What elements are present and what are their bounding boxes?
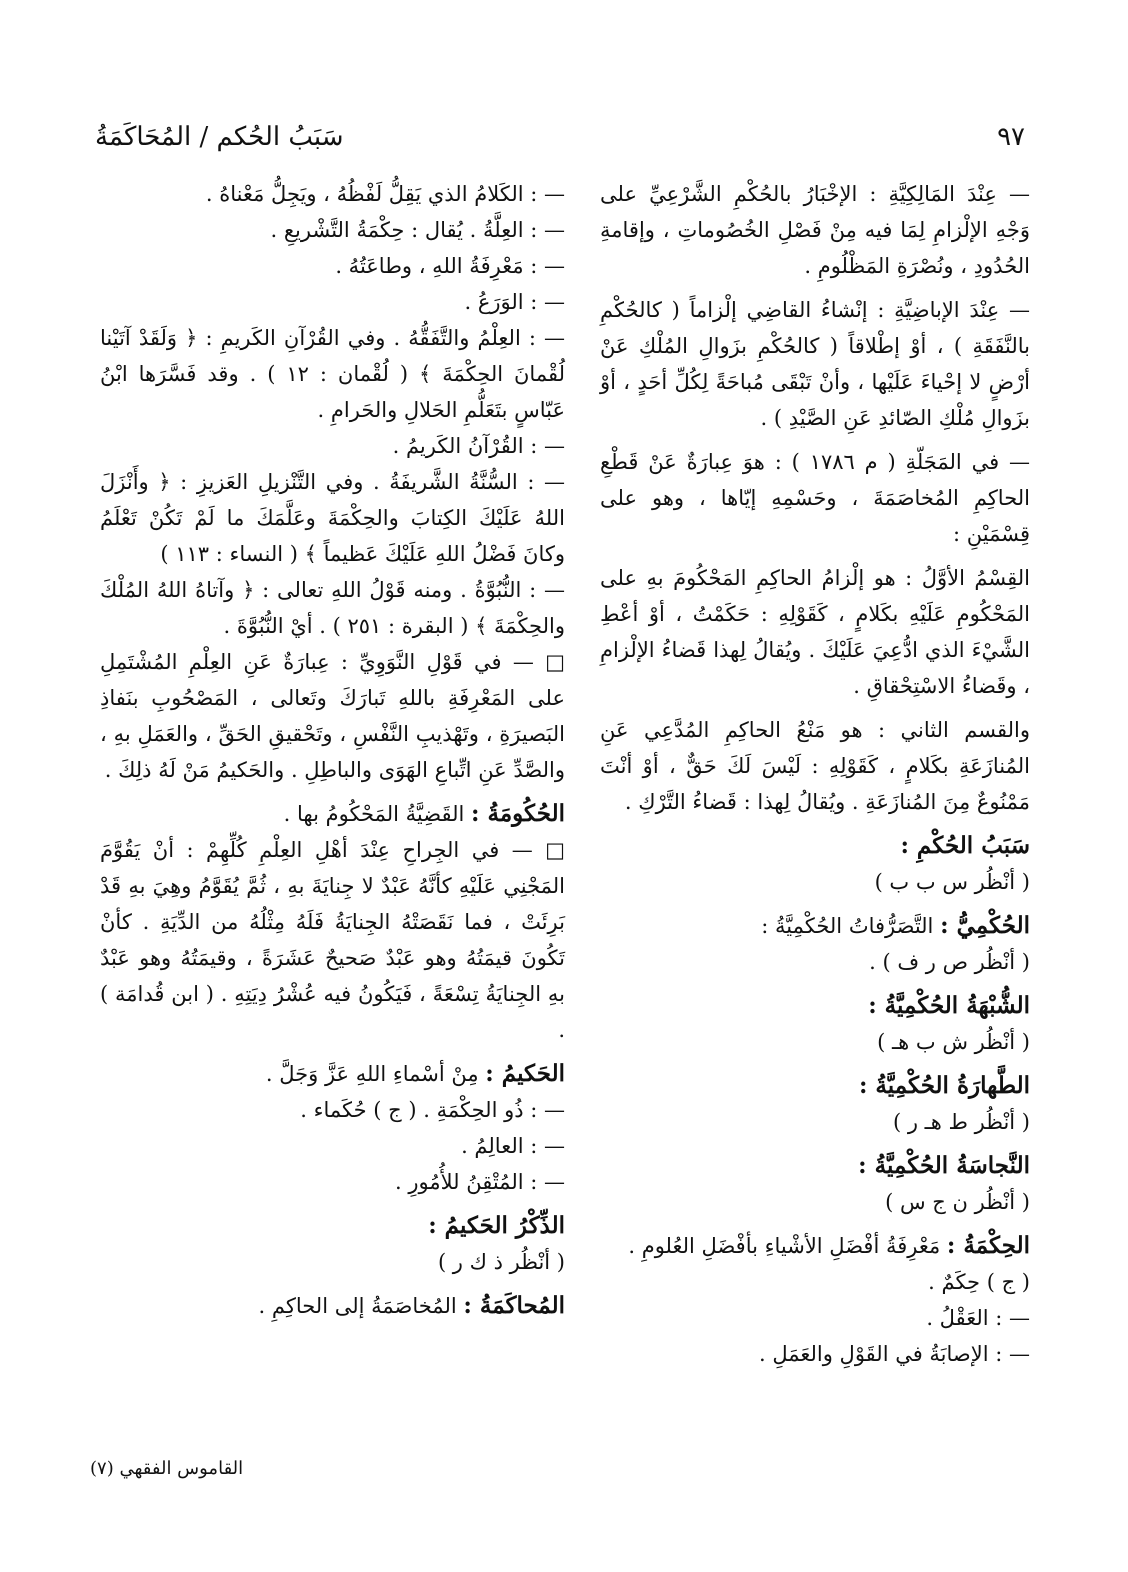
cross-reference: ( أنْظُر ن ج س )	[885, 1190, 1030, 1214]
entry-al-hakim	[100, 1056, 565, 1200]
sense-jirah: □ — في الجِراحِ عِنْدَ أهْلِ العِلْمِ كُلِّهِمْ : أنْ يَقُوَّمَ المَجْنِي عَلَيْهِ كأنَّهُ عَبْدٌ لا جِنايَةَ بهِ ، ثُمَّ يُقَوَّمُ وهِيَ بهِ قَدْ بَرِئَتْ ، فما نَقَصَتْهُ الجِنايَةُ فَلَهُ مِثْلُهُ من الدِّيَةِ . كأنْ تَكُونَ قيمَتُهُ وهو عَبْدٌ صَحيحٌ عَشَرَةً ، وقيمَتُهُ وهو عَبْدٌ بهِ الجِنايَةُ تِسْعَةً ، فَيَكُونُ فيه عُشْرُ دِيَتِهِ . ( ابن قُدامَة ) .	[100, 838, 565, 1042]
page-number: ٩٧	[997, 122, 1025, 152]
paragraph-ibadiyya: — عِنْدَ الإباضِيَّةِ : إنْشاءُ القاضِي إلْزاماً ( كالحُكْمِ بالنَّفَقَةِ ) ، أوْ إطْلاقاً ( كالحُكْمِ بزَوالِ المُلْكِ عَنْ أرْضٍ لا إحْياءَ عَلَيْها ، وأنْ تَبْقَى مُباحَةً لِكُلِّ أحَدٍ ، أوْ بزَوالِ مُلْكِ الصّائدِ عَنِ الصَّيْدِ ) .	[600, 298, 1030, 430]
cross-reference: ( أنْظُر ط هـ ر )	[892, 1110, 1030, 1134]
paragraph-second-section: والقسم الثاني : هو مَنْعُ الحاكِمِ المُدَّعِي عَنِ المُنازَعَةِ بكَلامٍ ، كَقَوْلِهِ : لَيْسَ لَكَ حَقٌّ ، أوْ أنْتَ مَمْنُوعٌ مِنَ المُنازَعَةِ . ويُقالُ لِهذا : قَضاءُ التَّرْكِ .	[600, 718, 1030, 814]
paragraph-majalla: — في المَجَلّةِ ( م ١٧٨٦ ) : هوَ عِبارَةٌ عَنْ قَطْعِ الحاكِمِ المُخاصَمَةَ ، وحَسْمِهِ إيّاها ، وهو على قِسْمَيْنِ :	[600, 450, 1030, 546]
entry-al-hikma	[600, 1228, 1030, 1372]
definition: المُخاصَمَةُ إلى الحاكِمِ .	[258, 1294, 457, 1318]
page-header	[95, 112, 1025, 162]
sense: — : الإصابَةُ في القَوْلِ والعَمَلِ .	[758, 1342, 1030, 1366]
entry-al-hukmi	[600, 908, 1030, 980]
entry-al-najasa-al-hukmiyya	[600, 1148, 1030, 1220]
sense: — : القُرْآنُ الكَريمُ .	[392, 434, 565, 458]
entry-al-dhikr-al-hakim	[100, 1208, 565, 1280]
sense: — : العِلْمُ والتَّفَقُّهُ . وفي القُرْآنِ الكَريمِ : ﴿ وَلَقَدْ آتَيْنا لُقْمانَ الحِكْمَةَ ﴾ ( لُقْمان : ١٢ ) . وقد فَسَّرَها ابْنُ عَبّاسٍ بتَعَلُّمِ الحَلالِ والحَرامِ .	[100, 326, 565, 422]
cross-reference: ( أنْظُر ش ب هـ )	[877, 1030, 1030, 1054]
entry-sabab-al-hukm	[600, 828, 1030, 900]
entry-al-hukuma	[100, 796, 565, 1048]
headword: النَّجاسَةُ الحُكْمِيَّةُ :	[858, 1152, 1030, 1179]
right-column	[600, 176, 1030, 1380]
definition: مَعْرِفَةُ أفْضَلِ الأشْياءِ بأفْضَلِ العُلومِ .	[628, 1234, 941, 1258]
sense: — : العَقْلُ .	[926, 1306, 1030, 1330]
cross-reference: ( أنْظُر س ب ب )	[874, 870, 1030, 894]
headword: الحِكْمَةُ :	[946, 1232, 1030, 1259]
entry-al-shubha-al-hukmiyya	[600, 988, 1030, 1060]
left-column	[100, 176, 565, 1332]
headword: سَبَبُ الحُكْمِ :	[900, 832, 1030, 859]
headword: الذِّكْرُ الحَكيمُ :	[428, 1212, 565, 1239]
entry-al-muhakama	[100, 1288, 565, 1324]
running-title: سَبَبُ الحُكم / المُحَاكَمَةُ	[95, 122, 344, 152]
sense: — : المُتْقِنُ للأُمُورِ .	[395, 1170, 565, 1194]
headword: المُحاكَمَةُ :	[463, 1292, 565, 1319]
sense: — : العالِمُ .	[461, 1134, 565, 1158]
sense: — : السُّنَّةُ الشَّريفَةُ . وفي التَّنْزيلِ العَزيزِ : ﴿ وأَنْزَلَ اللهُ عَلَيْكَ الكِتابَ والحِكْمَةَ وعَلَّمَكَ ما لَمْ تَكُنْ تَعْلَمُ وكانَ فَضْلُ اللهِ عَلَيْكَ عَظيماً ﴾ ( النساء : ١١٣ )	[100, 470, 565, 566]
sense: — : الوَرَعُ .	[464, 290, 565, 314]
headword: الحَكيمُ :	[485, 1060, 565, 1087]
cross-reference: ( أنْظُر ص ر ف ) .	[869, 950, 1030, 974]
definition: القَضِيَّةُ المَحْكُومُ بها .	[283, 802, 465, 826]
definition: التَّصَرُّفاتُ الحُكْمِيَّةُ :	[761, 914, 934, 938]
headword: الشُّبْهَةُ الحُكْمِيَّةُ :	[868, 992, 1030, 1019]
sense: — : ذُو الحِكْمَةِ . ( ج ) حُكَماء .	[300, 1098, 565, 1122]
sense: — : العِلَّةُ . يُقال : حِكْمَةُ التَّشْريعِ .	[270, 218, 565, 242]
footer-book-title: القاموس الفقهي (٧)	[90, 1458, 244, 1479]
sense: — : مَعْرِفَةُ اللهِ ، وطاعَتُهُ .	[335, 254, 565, 278]
paragraph-first-section: القِسْمُ الأوَّلُ : هو إلْزامُ الحاكِمِ المَحْكُومَ بهِ على المَحْكُومِ عَلَيْهِ بكَلامٍ ، كَقَوْلِهِ : حَكَمْتُ ، أوْ أعْطِ الشَّيْءَ الذي ادُّعِيَ عَلَيْكَ . ويُقالُ لِهذا قَضاءُ الإلْزامِ ، وقَضاءُ الاسْتِحْقاقِ .	[600, 566, 1030, 698]
sense-nawawi: □ — في قَوْلِ النَّوَوِيِّ : عِبارَةٌ عَنِ العِلْمِ المُشْتَمِلِ على المَعْرِفَةِ باللهِ تَبارَكَ وتَعالى ، المَصْحُوبِ بنَفاذِ البَصيرَةِ ، وتَهْذيبِ النَّفْسِ ، وتَحْقيقِ الحَقِّ ، والعَمَلِ بهِ ، والصَّدِّ عَنِ اتِّباعِ الهَوَى والباطِلِ . والحَكيمُ مَنْ لَهُ ذلِكَ .	[100, 650, 565, 782]
plural-form: ( ج ) حِكَمٌ .	[928, 1270, 1030, 1294]
sense: — : الكَلامُ الذي يَقِلُّ لَفْظُهُ ، ويَجِلُّ مَعْناهُ .	[205, 182, 565, 206]
headword: الطَّهارَةُ الحُكْمِيَّةُ :	[858, 1072, 1030, 1099]
sense: — : النُّبُوَّةُ . ومنه قَوْلُ اللهِ تعالى : ﴿ وآتاهُ اللهُ المُلْكَ والحِكْمَةَ ﴾ ( البقرة : ٢٥١ ) . أيْ النُّبُوَّةَ .	[100, 578, 565, 638]
definition: مِنْ أسْماءِ اللهِ عَزَّ وَجَلَّ .	[265, 1062, 479, 1086]
headword: الحُكْمِيُّ :	[940, 912, 1030, 939]
headword: الحُكُومَةُ :	[471, 800, 565, 827]
cross-reference: ( أنْظُر ذ ك ر )	[437, 1250, 565, 1274]
paragraph-malikiyya: — عِنْدَ المَالِكِيَّةِ : الإخْبَارُ بالحُكْمِ الشَّرْعِيِّ على وَجْهِ الإلْزامِ لِمَا فيه مِنْ فَصْلِ الخُصُوماتِ ، وإقامةِ الحُدُودِ ، ونُصْرَةِ المَظْلُومِ .	[600, 182, 1030, 278]
entry-al-tahara-al-hukmiyya	[600, 1068, 1030, 1140]
